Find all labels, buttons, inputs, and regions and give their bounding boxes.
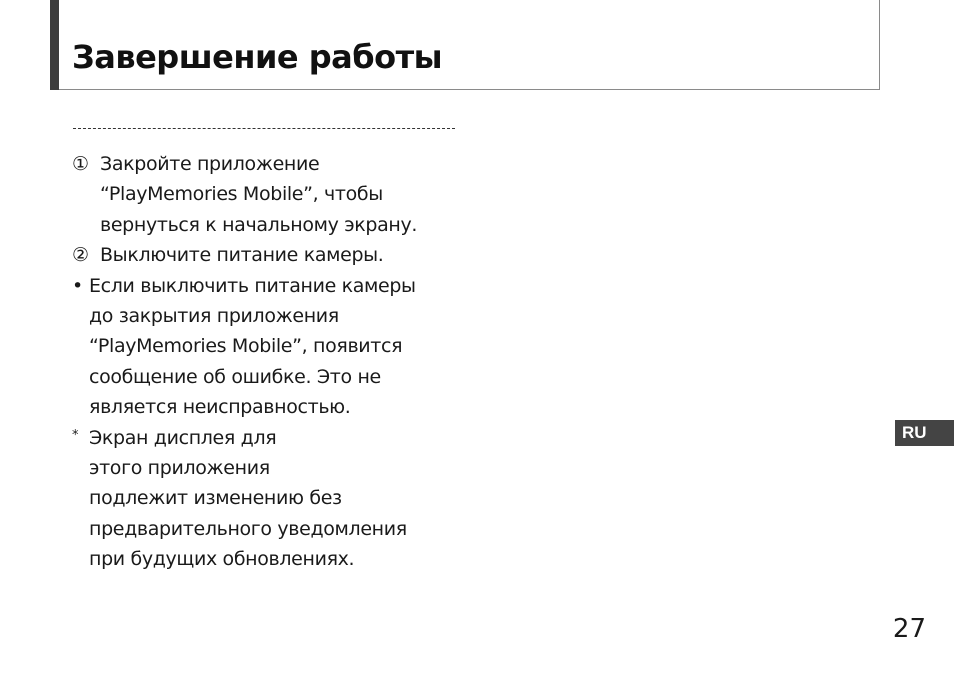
asterisk-icon: *	[72, 427, 79, 443]
bullet-line-2: до закрытия приложения	[89, 305, 339, 328]
step-2	[72, 240, 472, 270]
footnote-line-5: при будущих обновлениях.	[89, 548, 355, 571]
step-1-number: ①	[72, 153, 89, 175]
step-1	[72, 149, 472, 240]
bullet-line-3: “PlayMemories Mobile”, появится	[89, 335, 403, 358]
bullet-note	[72, 271, 472, 423]
title-box	[50, 0, 880, 90]
step-2-text	[100, 240, 472, 270]
page-title: Завершение работы	[72, 38, 443, 76]
title-accent-bar	[50, 0, 59, 90]
bullet-icon: •	[72, 274, 83, 297]
instructions-section	[72, 149, 472, 575]
footnote	[72, 423, 472, 575]
step-1-line-3: вернуться к начальному экрану.	[100, 213, 418, 236]
step-1-text	[100, 149, 472, 240]
step-1-line-2: “PlayMemories Mobile”, чтобы	[100, 183, 383, 206]
footnote-line-3: подлежит изменению без	[89, 487, 342, 510]
step-1-line-1: Закройте приложение	[100, 153, 320, 175]
footnote-line-2: этого приложения	[89, 457, 270, 480]
bullet-line-4: сообщение об ошибке. Это не	[89, 365, 381, 388]
bullet-note-text	[89, 271, 472, 423]
step-2-number: ②	[72, 244, 89, 267]
step-2-line-1: Выключите питание камеры.	[100, 244, 384, 267]
bullet-line-5: является неисправностью.	[89, 396, 351, 419]
footnote-line-4: предварительного уведомления	[89, 517, 407, 540]
language-tab: RU	[895, 420, 954, 446]
dotted-divider	[73, 128, 455, 129]
footnote-text	[89, 423, 472, 575]
page-number: 27	[892, 614, 926, 644]
bullet-line-1: Если выключить питание камеры	[89, 274, 416, 297]
footnote-line-1: Экран дисплея для	[89, 426, 277, 449]
